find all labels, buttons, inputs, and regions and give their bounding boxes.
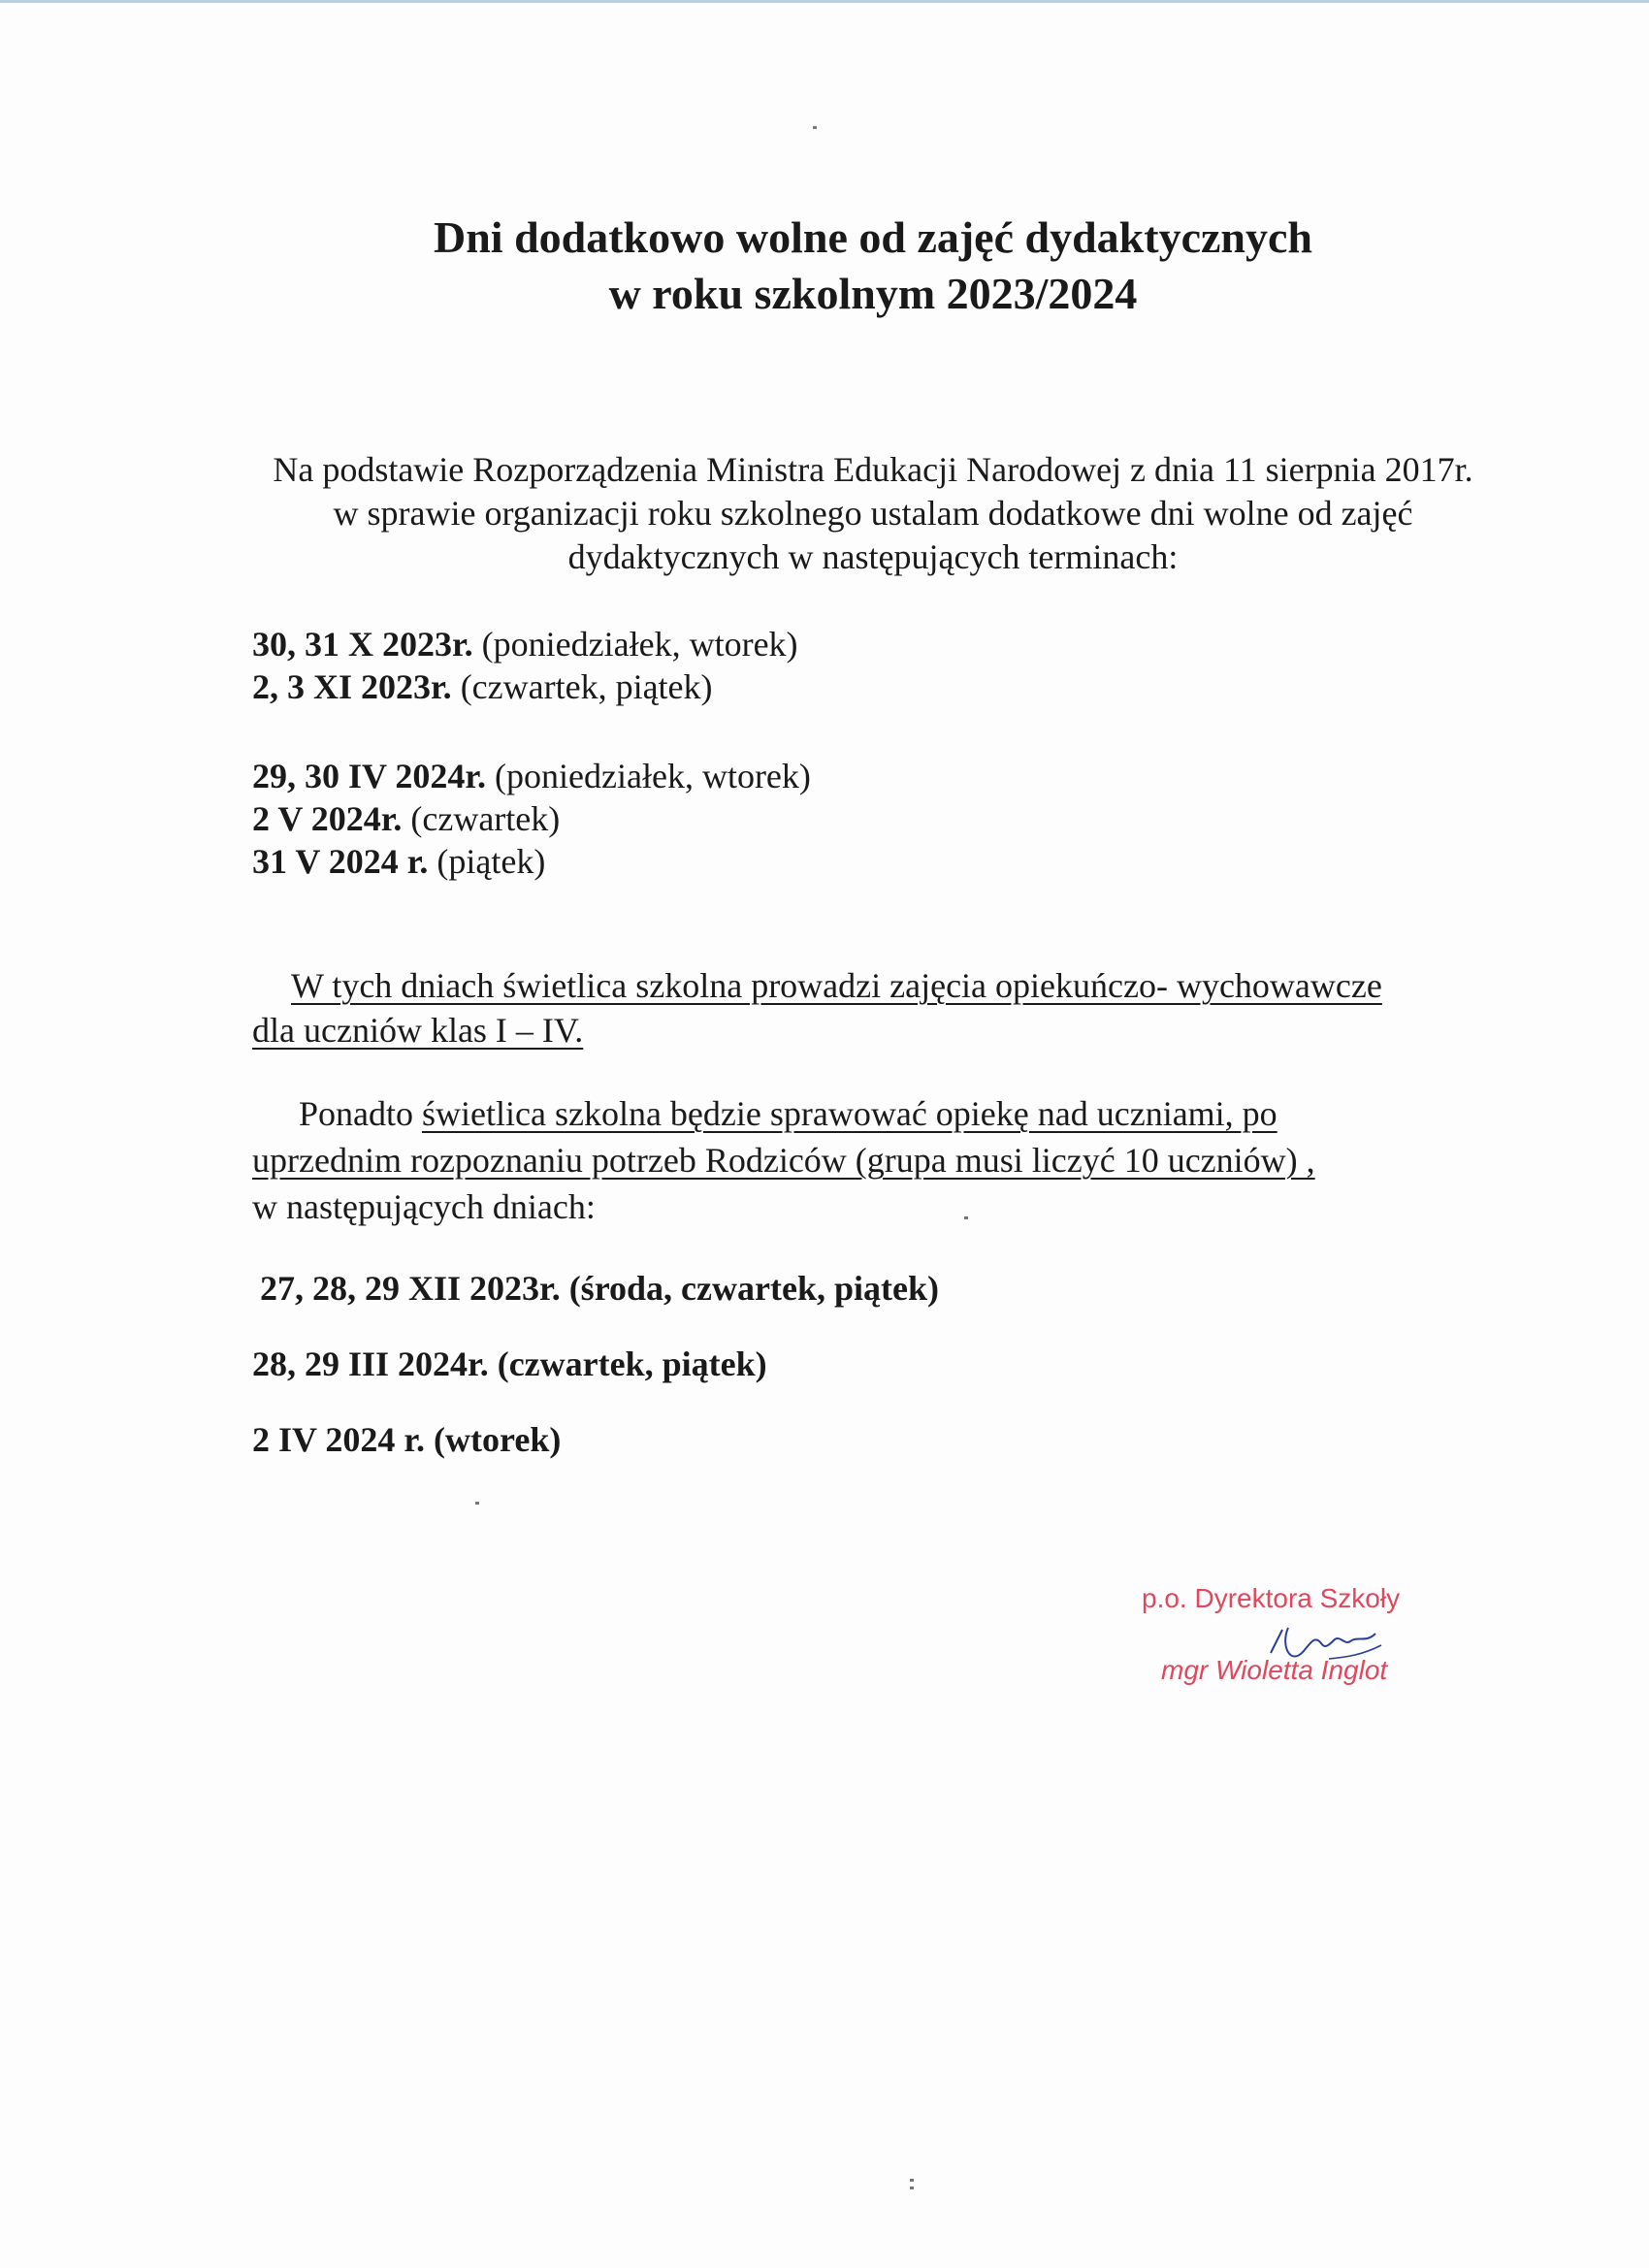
free-day-weekdays: (piątek) [428,842,546,881]
free-day-date: 2 V 2024r. [252,799,403,838]
free-day-weekdays: (poniedziałek, wtorek) [486,757,811,795]
extra-paragraph-line2: uprzednim rozpoznaniu potrzeb Rodziców (grupa musi liczyć 10 uczniów) , [252,1141,1315,1180]
intro-paragraph: Na podstawie Rozporządzenia Ministra Edukacji Narodowej z dnia 11 sierpnia 2017r. w sprawie organizacji roku szkolnego ustalam dodatkowe dni wolne od zajęć dydaktycznych w następujących terminach: [273,450,1473,576]
care-paragraph-line2: dla uczniów klas I – IV. [252,1011,584,1050]
extra-paragraph-line3: w następujących dniach: [252,1187,596,1226]
free-day-date: 29, 30 IV 2024r. [252,757,487,795]
care-day-item: 28, 29 III 2024r. (czwartek, piątek) [252,1345,767,1383]
extra-paragraph-line1 [299,1092,1277,1135]
free-day-date: 30, 31 X 2023r. [252,625,473,664]
scan-speck [964,1216,968,1219]
scan-speck [910,2187,914,2189]
free-day-weekdays: (czwartek) [402,799,561,838]
care-day-item: 2 IV 2024 r. (wtorek) [252,1420,562,1459]
document-title-line2: w roku szkolnym 2023/2024 [608,269,1138,318]
scan-speck [475,1502,479,1505]
extra-paragraph-underlined: świetlica szkolna będzie sprawować opiekę nad uczniami, po [422,1094,1277,1133]
document-title-line1: Dni dodatkowo wolne od zajęć dydaktycznych [433,212,1312,262]
free-day-item [252,755,811,797]
free-day-date: 31 V 2024 r. [252,842,429,881]
care-paragraph-line1: W tych dniach świetlica szkolna prowadzi zajęcia opiekuńczo- wychowawcze [291,966,1382,1005]
free-day-item [252,840,545,883]
free-day-weekdays: (czwartek, piątek) [451,667,713,706]
signature-role-stamp: p.o. Dyrektora Szkoły [1142,1583,1401,1613]
scan-speck [813,126,817,129]
free-day-item [252,797,560,840]
free-day-weekdays: (poniedziałek, wtorek) [472,625,798,664]
extra-paragraph-prefix: Ponadto [299,1094,423,1133]
free-day-item [252,665,713,708]
signature-name-stamp: mgr Wioletta Inglot [1161,1655,1388,1685]
scan-speck [910,2179,914,2182]
free-day-date: 2, 3 XI 2023r. [252,667,452,706]
free-day-item [252,623,798,665]
care-day-item: 27, 28, 29 XII 2023r. (środa, czwartek, piątek) [260,1269,939,1308]
